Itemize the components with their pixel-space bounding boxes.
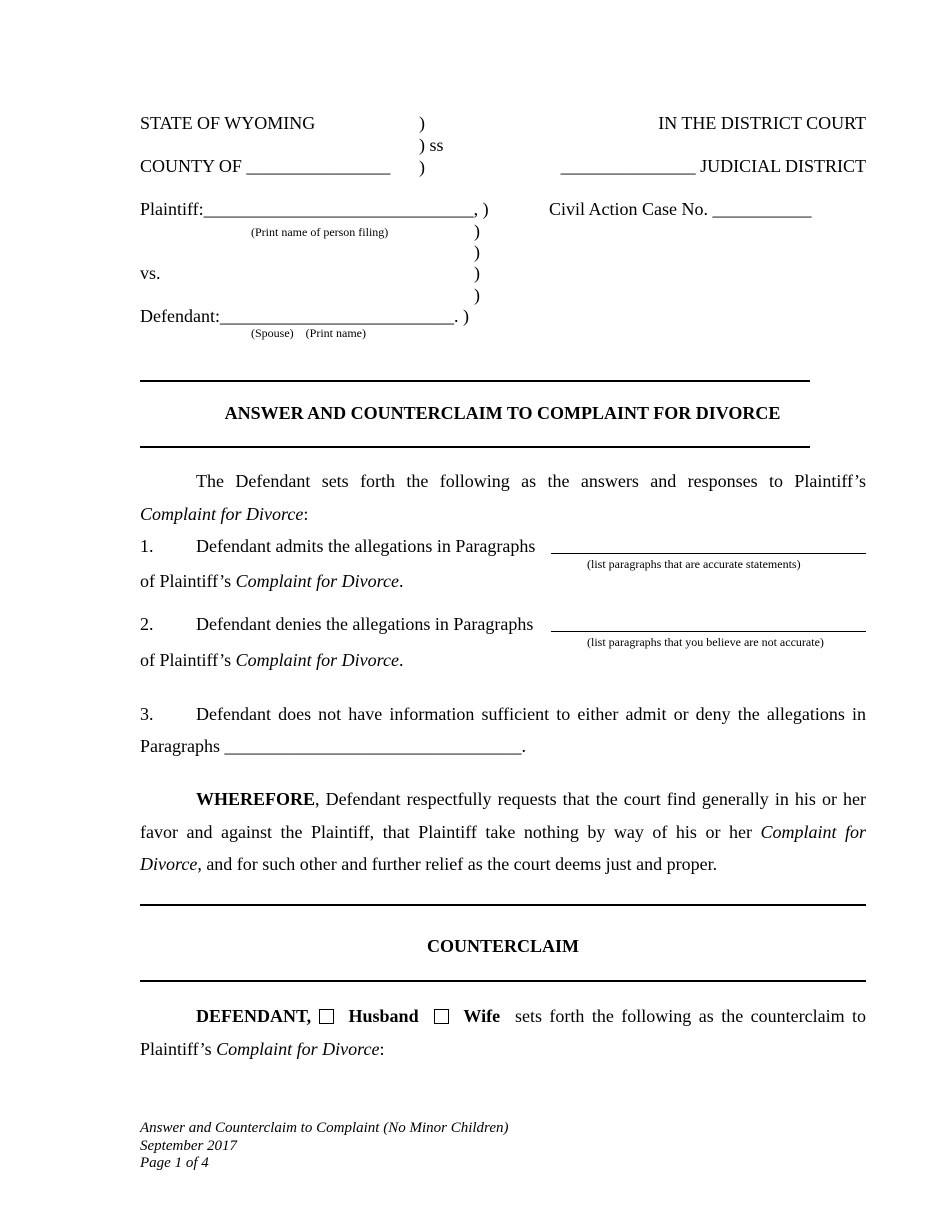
item-1-hint: (list paragraphs that are accurate statements) — [587, 557, 801, 571]
caption-paren: ) — [419, 157, 425, 177]
intro-complaint — [140, 504, 308, 524]
intro-line: The Defendant sets forth the following as the answers and responses to Plaintiff’s — [196, 471, 866, 491]
intro-complaint-title: Complaint for Divorce — [140, 504, 304, 524]
counterclaim-rest: sets forth the following as the counterclaim to Plaintiff’s — [140, 1006, 867, 1059]
court-label: IN THE DISTRICT COURT — [658, 113, 866, 133]
defendant-field[interactable]: Defendant:__________________________. ) — [140, 306, 469, 326]
item-1-tail-complaint: Complaint for Divorce — [235, 571, 399, 591]
title-bottom-rule — [140, 446, 810, 448]
counterclaim-top-rule — [140, 904, 866, 906]
item-2-tail — [140, 650, 404, 670]
footer-form-title: Answer and Counterclaim to Complaint (No Minor Children) — [140, 1120, 509, 1136]
intro-colon: : — [303, 504, 309, 524]
footer-page-number: Page 1 of 4 — [140, 1155, 209, 1171]
county-field[interactable]: COUNTY OF ________________ — [140, 156, 391, 176]
wherefore-part1: , Defendant respectfully requests that the court find generally in his or her favor and against the Plaintiff, that Plaintiff take nothing by way of his or her — [140, 789, 866, 842]
title-top-rule — [140, 380, 810, 382]
caption-ss: ) ss — [419, 135, 444, 155]
case-number-field[interactable]: Civil Action Case No. ___________ — [549, 199, 812, 219]
item-2-tail-end: . — [399, 650, 404, 670]
wherefore-complaint: Complaint for Divorce — [140, 821, 866, 874]
judicial-district-field[interactable]: _______________ JUDICIAL DISTRICT — [560, 156, 866, 176]
wife-checkbox[interactable] — [434, 1009, 449, 1024]
counterclaim-defendant: DEFENDANT, — [196, 1006, 312, 1026]
counterclaim-complaint: Complaint for Divorce — [216, 1038, 380, 1059]
caption-paren: ) — [474, 242, 480, 262]
item-2-text: Defendant denies the allegations in Paragraphs — [196, 614, 534, 634]
item-1-number: 1. — [140, 536, 154, 556]
wherefore-part2: , and for such other and further relief as the court deems just and proper. — [197, 854, 718, 874]
plaintiff-field[interactable]: Plaintiff:______________________________, ) — [140, 199, 489, 219]
item-2-hint: (list paragraphs that you believe are not accurate) — [587, 635, 824, 649]
caption-paren: ) — [474, 285, 480, 305]
caption-paren: ) — [474, 221, 480, 241]
counterclaim-bottom-rule — [140, 980, 866, 982]
item-1-text: Defendant admits the allegations in Paragraphs — [196, 536, 536, 556]
state-label: STATE OF WYOMING — [140, 113, 316, 133]
item-1-tail-end: . — [399, 571, 404, 591]
defendant-hint: (Spouse) (Print name) — [251, 326, 366, 340]
item-1-paragraphs-field[interactable] — [551, 553, 866, 554]
wherefore-lead: WHEREFORE — [196, 789, 316, 809]
footer-date: September 2017 — [140, 1138, 238, 1154]
counterclaim-heading: COUNTERCLAIM — [426, 936, 579, 956]
husband-checkbox[interactable] — [319, 1009, 334, 1024]
item-3-number: 3. — [140, 704, 154, 724]
item-1-tail — [140, 571, 404, 591]
item-3-paragraphs-field[interactable]: Paragraphs _________________________________. — [140, 736, 526, 756]
husband-label: Husband — [348, 1006, 419, 1026]
caption-paren: ) — [474, 263, 480, 283]
page-title: ANSWER AND COUNTERCLAIM TO COMPLAINT FOR DIVORCE — [224, 403, 781, 423]
item-1-tail-prefix: of Plaintiff’s — [140, 571, 236, 591]
wife-label: Wife — [463, 1006, 501, 1026]
item-2-number: 2. — [140, 614, 154, 634]
plaintiff-hint: (Print name of person filing) — [251, 225, 389, 239]
counterclaim-paragraph — [140, 1000, 866, 1065]
vs-label: vs. — [140, 263, 161, 283]
caption-paren: ) — [419, 113, 425, 133]
wherefore-paragraph — [140, 783, 866, 881]
item-3-text: Defendant does not have information sufficient to either admit or deny the allegations in — [196, 704, 866, 724]
counterclaim-colon: : — [379, 1038, 385, 1059]
item-2-paragraphs-field[interactable] — [551, 631, 866, 632]
item-2-tail-complaint: Complaint for Divorce — [235, 650, 399, 670]
item-2-tail-prefix: of Plaintiff’s — [140, 650, 236, 670]
